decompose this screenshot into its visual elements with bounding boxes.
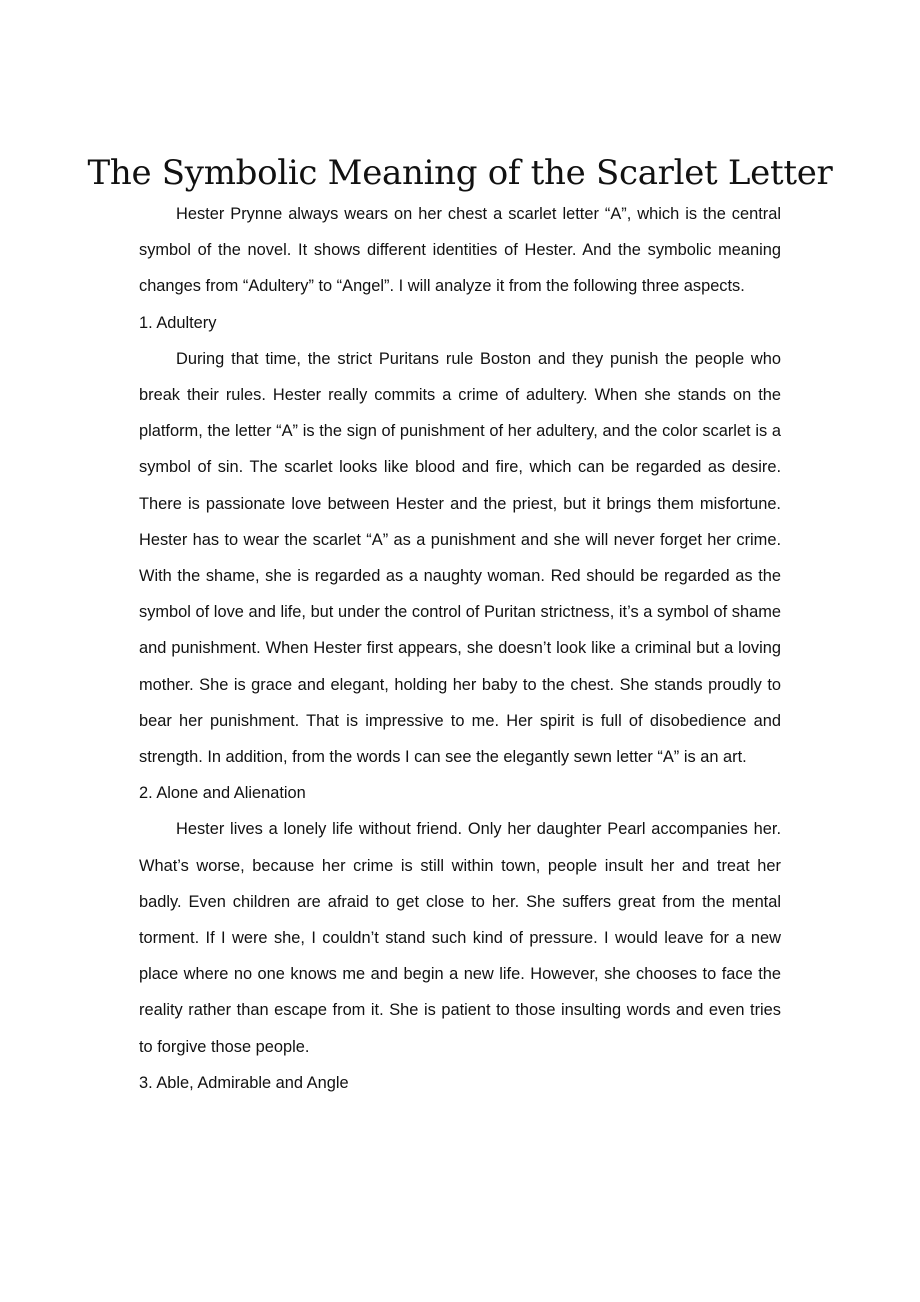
section-heading-alone: 2. Alone and Alienation	[139, 784, 306, 803]
document-title: The Symbolic Meaning of the Scarlet Letter	[87, 153, 833, 193]
document-body	[139, 196, 781, 1101]
section-heading-able: 3. Able, Admirable and Angle	[139, 1073, 349, 1092]
section-paragraph-adultery: During that time, the strict Puritans rule Boston and they punish the people who break their rules. Hester really commits a crime of adultery. When she stands on the platform, the letter “A” is the sign of punishment of her adultery, and the color scarlet is a symbol of sin. The scarlet looks like blood and fire, which can be regarded as desire. There is passionate love between Hester and the priest, but it brings them misfortune. Hester has to wear the scarlet “A” as a punishment and she will never forget her crime. With the shame, she is regarded as a naughty woman. Red should be regarded as the symbol of love and life, but under the control of Puritan strictness, it’s a symbol of shame and punishment. When Hester first appears, she doesn’t look like a criminal but a loving mother. She is grace and elegant, holding her baby to the chest. She stands proudly to bear her punishment. That is impressive to me. Her spirit is full of disobedience and strength. In addition, from the words I can see the elegantly sewn letter “A” is an art.	[139, 349, 781, 767]
section-heading-adultery: 1. Adultery	[139, 313, 217, 332]
intro-paragraph: Hester Prynne always wears on her chest a scarlet letter “A”, which is the central symbol of the novel. It shows different identities of Hester. And the symbolic meaning changes from “Adultery” to “Angel”. I will analyze it from the following three aspects.	[139, 205, 781, 296]
section-paragraph-alone: Hester lives a lonely life without friend. Only her daughter Pearl accompanies her. What’s worse, because her crime is still within town, people insult her and treat her badly. Even children are afraid to get close to her. She suffers great from the mental torment. If I were she, I couldn’t stand such kind of pressure. I would leave for a new place where no one knows me and begin a new life. However, she chooses to face the reality rather than escape from it. She is patient to those insulting words and even tries to forgive those people.	[139, 820, 781, 1056]
